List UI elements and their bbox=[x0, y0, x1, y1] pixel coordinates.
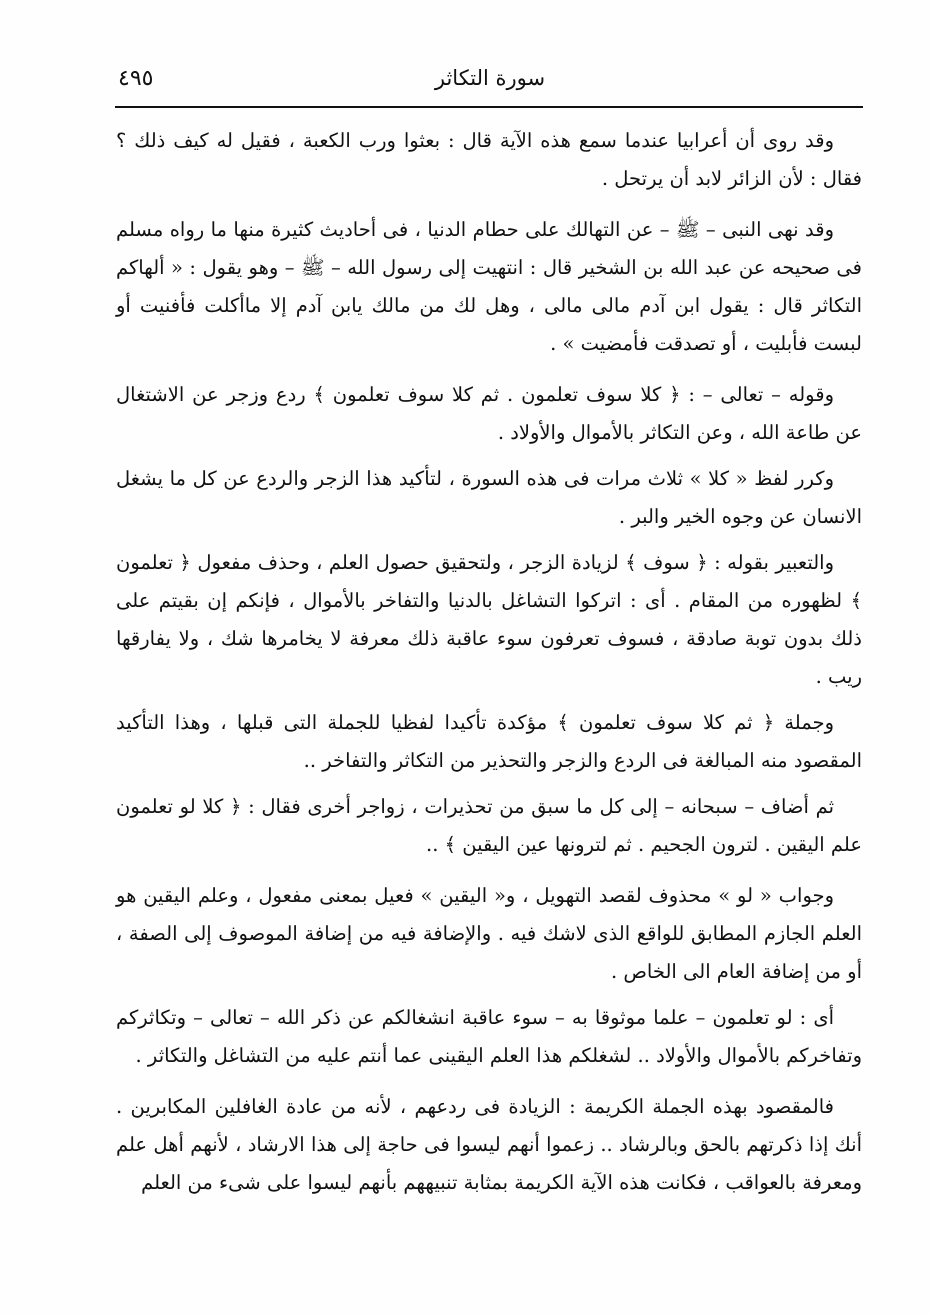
page-header bbox=[118, 62, 862, 102]
surah-title: سورة التكاثر bbox=[434, 66, 546, 90]
paragraph: ثم أضاف – سبحانه – إلى كل ما سبق من تحذيرات ، زواجر أخرى فقال : ﴿ كلا لو تعلمون علم اليقين . لترون الجحيم . ثم لترونها عين اليقين ﴾ .. bbox=[116, 795, 862, 856]
paragraph: وكرر لفظ « كلا » ثلاث مرات فى هذه السورة ، لتأكيد هذا الزجر والردع عن كل ما يشغل الانسان عن وجوه الخير والبر . bbox=[116, 467, 862, 528]
paragraph: وجواب « لو » محذوف لقصد التهويل ، و« اليقين » فعيل بمعنى مفعول ، وعلم اليقين هو العلم الجازم المطابق للواقع الذى لاشك فيه . والإضافة فيه من إضافة الموصوف إلى الصفة ، أو من إضافة العام الى الخاص . bbox=[116, 884, 862, 983]
header-divider bbox=[115, 106, 863, 108]
paragraph: وقد روى أن أعرابيا عندما سمع هذه الآية قال : بعثوا ورب الكعبة ، فقيل له كيف ذلك ؟ فقال : لأن الزائر لابد أن يرتحل . bbox=[116, 129, 862, 190]
page-number: ٤٩٥ bbox=[118, 66, 154, 91]
paragraph: وقد نهى النبى – ﷺ – عن التهالك على حطام الدنيا ، فى أحاديث كثيرة منها ما رواه مسلم فى صحيحه عن عبد الله بن الشخير قال : انتهيت إلى رسول الله – ﷺ – وهو يقول : « ألهاكم التكاثر قال : يقول ابن آدم مالى مالى ، وهل لك من مالك يابن آدم إلا ماأكلت فأفنيت أو لبست فأبليت ، أو تصدقت فأمضيت » . bbox=[116, 218, 862, 355]
paragraph: فالمقصود بهذه الجملة الكريمة : الزيادة فى ردعهم ، لأنه من عادة الغافلين المكابرين . أنك إذا ذكرتهم بالحق وبالرشاد .. زعموا أنهم ليسوا فى حاجة إلى هذا الارشاد ، لأنهم أهل علم ومعرفة بالعواقب ، فكانت هذه الآية الكريمة بمثابة تنبيههم بأنهم ليسوا على شىء من العلم bbox=[116, 1095, 862, 1194]
body-text bbox=[116, 122, 862, 1215]
paragraph: وقوله – تعالى – : ﴿ كلا سوف تعلمون . ثم كلا سوف تعلمون ﴾ ردع وزجر عن الاشتغال عن طاعة الله ، وعن التكاثر بالأموال والأولاد . bbox=[116, 383, 862, 444]
paragraph: أى : لو تعلمون – علما موثوقا به – سوء عاقبة انشغالكم عن ذكر الله – تعالى – وتكاثركم وتفاخركم بالأموال والأولاد .. لشغلكم هذا العلم اليقينى عما أنتم عليه من التشاغل والتكاثر . bbox=[116, 1006, 862, 1067]
paragraph: وجملة ﴿ ثم كلا سوف تعلمون ﴾ مؤكدة تأكيدا لفظيا للجملة التى قبلها ، وهذا التأكيد المقصود منه المبالغة فى الردع والزجر والتحذير من التكاثر والتفاخر .. bbox=[116, 711, 862, 772]
paragraph: والتعبير بقوله : ﴿ سوف ﴾ لزيادة الزجر ، ولتحقيق حصول العلم ، وحذف مفعول ﴿ تعلمون ﴾ لظهوره من المقام . أى : اتركوا التشاغل بالدنيا والتفاخر بالأموال ، فإنكم إن بقيتم على ذلك بدون توبة صادقة ، فسوف تعرفون سوء عاقبة ذلك معرفة لا يخامرها شك ، ولا يفارقها ريب . bbox=[116, 551, 862, 688]
